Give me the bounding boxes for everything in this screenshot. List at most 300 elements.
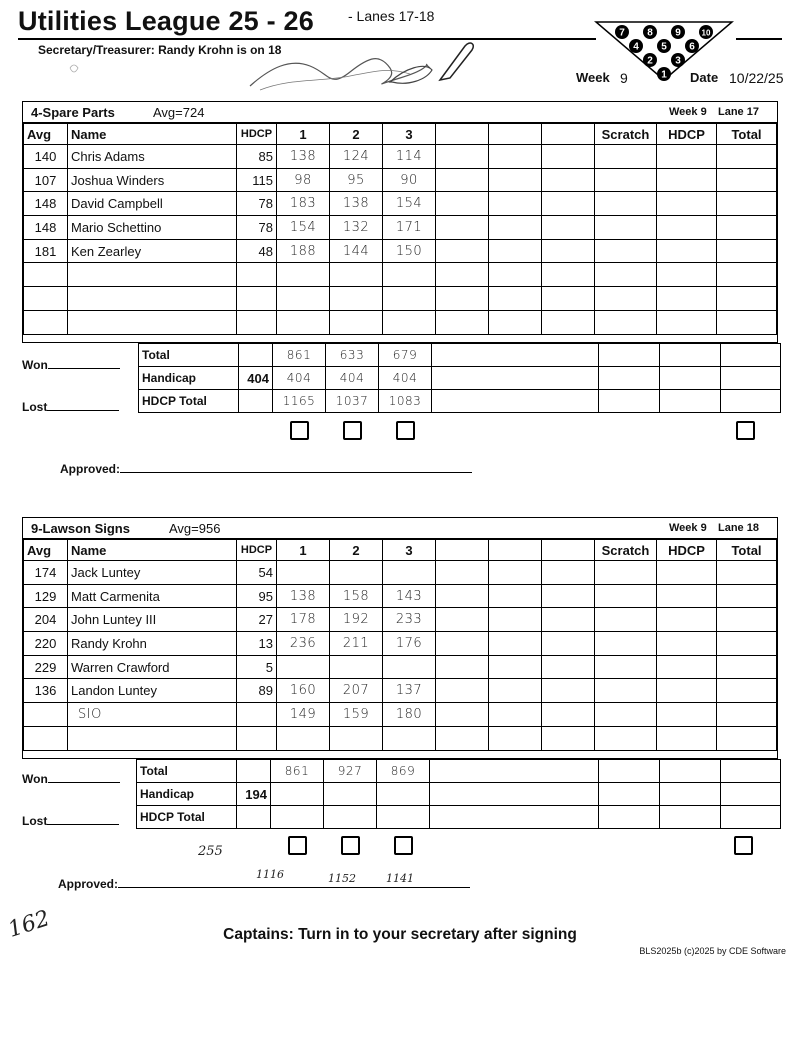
empty-cell[interactable]: [383, 726, 436, 750]
empty-cell[interactable]: [383, 263, 436, 287]
team2-lost-label: [22, 814, 119, 828]
col-total: Total: [717, 124, 777, 145]
bowler-hdcp: 5: [237, 655, 277, 679]
bowler-row: [24, 584, 777, 608]
bowler-name: Randy Krohn: [68, 632, 237, 656]
bowler-g3[interactable]: [383, 561, 436, 585]
empty-cell[interactable]: [237, 287, 277, 311]
empty-cell[interactable]: [717, 703, 777, 727]
bowler-g3[interactable]: 143: [383, 584, 436, 608]
bowler-name: David Campbell: [68, 192, 237, 216]
team2-win-checkbox-g2[interactable]: [341, 836, 360, 855]
won-text: Won: [22, 358, 48, 372]
empty-cell[interactable]: [489, 310, 542, 334]
col-hdcp-total: HDCP: [657, 124, 717, 145]
bowler-avg: 220: [24, 632, 68, 656]
league-title: Utilities League 25 - 26: [18, 6, 314, 36]
approved-text: Approved:: [58, 877, 118, 891]
empty-cell[interactable]: [595, 310, 657, 334]
team1-won-label: [22, 358, 120, 372]
col-game2: 2: [330, 540, 383, 561]
empty-cell[interactable]: [237, 263, 277, 287]
empty-cell[interactable]: [542, 168, 595, 192]
empty-cell[interactable]: [595, 168, 657, 192]
bowler-hdcp: 78: [237, 216, 277, 240]
bowler-name: Joshua Winders: [68, 168, 237, 192]
empty-cell[interactable]: [489, 239, 542, 263]
team2-column-headers: [24, 540, 777, 561]
empty-cell[interactable]: [68, 263, 237, 287]
team1-summary-table: [138, 343, 781, 413]
empty-cell[interactable]: [657, 287, 717, 311]
handicap-label: Handicap: [139, 367, 239, 390]
empty-cell[interactable]: [717, 239, 777, 263]
empty-cell[interactable]: [436, 145, 489, 169]
bowler-name: John Luntey III: [68, 608, 237, 632]
empty-cell[interactable]: [542, 192, 595, 216]
bowler-g1[interactable]: 98: [277, 168, 330, 192]
empty-cell[interactable]: [657, 216, 717, 240]
empty-cell[interactable]: [717, 561, 777, 585]
empty-cell[interactable]: [436, 192, 489, 216]
empty-cell[interactable]: [595, 287, 657, 311]
bowler-row: [24, 192, 777, 216]
team1-header: [23, 102, 777, 123]
empty-cell[interactable]: [657, 263, 717, 287]
hdcp-total-blank: [599, 390, 660, 413]
col-name: Name: [68, 540, 237, 561]
team2-win-checkbox-g1[interactable]: [288, 836, 307, 855]
team1-handicap-value: 404: [239, 367, 273, 390]
empty-cell[interactable]: [595, 679, 657, 703]
bowler-avg: 204: [24, 608, 68, 632]
empty-cell[interactable]: [436, 168, 489, 192]
empty-cell[interactable]: [657, 192, 717, 216]
team1-column-headers: [24, 124, 777, 145]
bowler-row: [24, 608, 777, 632]
handicap-blank: [599, 783, 660, 806]
bowler-g1[interactable]: 183: [277, 192, 330, 216]
bowler-hdcp: 78: [237, 192, 277, 216]
week-value: 9: [620, 70, 628, 86]
handicap-blank: [721, 783, 781, 806]
team1-handicap-g3: 404: [379, 367, 432, 390]
hdcp-total-blank: [430, 806, 599, 829]
team1-approved: [60, 460, 472, 476]
col-hdcp: HDCP: [237, 540, 277, 561]
empty-cell[interactable]: [717, 216, 777, 240]
empty-cell[interactable]: [542, 145, 595, 169]
pin-label: 8: [647, 27, 653, 39]
empty-cell[interactable]: [542, 561, 595, 585]
bowler-avg: 148: [24, 216, 68, 240]
bowler-g3[interactable]: 137: [383, 679, 436, 703]
empty-cell[interactable]: [542, 287, 595, 311]
bowler-g3[interactable]: 90: [383, 168, 436, 192]
bowler-g2[interactable]: 138: [330, 192, 383, 216]
empty-cell[interactable]: [595, 192, 657, 216]
bowler-g2[interactable]: [330, 655, 383, 679]
bowler-row: [24, 145, 777, 169]
bowler-g1[interactable]: [277, 561, 330, 585]
empty-cell[interactable]: [657, 561, 717, 585]
lost-line: [47, 814, 119, 825]
empty-cell[interactable]: [330, 726, 383, 750]
empty-cell[interactable]: [542, 703, 595, 727]
empty-cell[interactable]: [330, 310, 383, 334]
team2-win-checkbox-total[interactable]: [734, 836, 753, 855]
approved-line[interactable]: [120, 460, 472, 473]
team1-avg: Avg=724: [153, 105, 205, 120]
empty-cell[interactable]: [657, 703, 717, 727]
empty-cell[interactable]: [489, 216, 542, 240]
empty-cell[interactable]: [542, 263, 595, 287]
empty-cell[interactable]: [277, 263, 330, 287]
empty-cell[interactable]: [237, 726, 277, 750]
total-blank: [721, 344, 781, 367]
empty-cell[interactable]: [717, 608, 777, 632]
handicap-blank: [271, 783, 324, 806]
col-avg: Avg: [24, 540, 68, 561]
empty-cell[interactable]: [68, 310, 237, 334]
empty-cell[interactable]: [542, 216, 595, 240]
team1-total-g3: 679: [379, 344, 432, 367]
bowler-g1[interactable]: 188: [277, 239, 330, 263]
empty-cell[interactable]: [717, 310, 777, 334]
col-blank: [436, 124, 489, 145]
empty-cell[interactable]: [595, 561, 657, 585]
col-game3: 3: [383, 124, 436, 145]
bowler-name: Mario Schettino: [68, 216, 237, 240]
bowler-g3[interactable]: 176: [383, 632, 436, 656]
bowler-avg: 229: [24, 655, 68, 679]
empty-cell[interactable]: [657, 726, 717, 750]
bowler-hdcp: 89: [237, 679, 277, 703]
empty-cell[interactable]: [436, 287, 489, 311]
empty-cell[interactable]: [657, 655, 717, 679]
team1-win-checkbox-total[interactable]: [736, 421, 755, 440]
col-avg: Avg: [24, 124, 68, 145]
lost-line: [47, 400, 119, 411]
team1-win-checkbox-g1[interactable]: [290, 421, 309, 440]
lost-text: Lost: [22, 814, 48, 828]
pin-label: 7: [619, 27, 625, 39]
team1-card: [22, 101, 778, 343]
empty-cell[interactable]: [542, 608, 595, 632]
won-text: Won: [22, 772, 48, 786]
approved-note-1: 1116: [256, 868, 284, 881]
hdcp-total-blank: [721, 390, 781, 413]
date-value: 10/22/25: [729, 70, 784, 86]
empty-cell[interactable]: [489, 703, 542, 727]
team2-win-checkbox-g3[interactable]: [394, 836, 413, 855]
empty-cell[interactable]: [657, 584, 717, 608]
total-blank: [721, 760, 781, 783]
total-blank: [599, 760, 660, 783]
team2-total-g2: 927: [324, 760, 377, 783]
empty-cell[interactable]: [489, 632, 542, 656]
approved-line[interactable]: [118, 875, 470, 888]
empty-cell[interactable]: [717, 263, 777, 287]
bowler-g3[interactable]: 171: [383, 216, 436, 240]
hdcp-total-blank: [660, 806, 721, 829]
empty-cell[interactable]: [717, 679, 777, 703]
bowler-g1[interactable]: 138: [277, 584, 330, 608]
pin-label: 9: [675, 27, 681, 39]
bowler-g1[interactable]: 236: [277, 632, 330, 656]
team1-hdcp-total-g2: 1037: [326, 390, 379, 413]
bowler-hdcp: 13: [237, 632, 277, 656]
bowler-g2[interactable]: 159: [330, 703, 383, 727]
empty-cell[interactable]: [542, 239, 595, 263]
team1-score-table: [23, 123, 777, 335]
empty-cell[interactable]: [595, 584, 657, 608]
handwritten-hdcp-note: 255: [198, 844, 223, 859]
empty-cell[interactable]: [277, 310, 330, 334]
bowler-g2[interactable]: 158: [330, 584, 383, 608]
total-label: Total: [139, 344, 239, 367]
empty-cell[interactable]: [657, 310, 717, 334]
bowler-g3[interactable]: 150: [383, 239, 436, 263]
pin-label: 10: [701, 28, 711, 38]
bowler-g2[interactable]: 211: [330, 632, 383, 656]
handicap-blank: [432, 367, 599, 390]
bowler-g1[interactable]: [277, 655, 330, 679]
team1-lost-label: [22, 400, 119, 414]
bowler-name: SIO: [68, 703, 237, 727]
team2-name: 9-Lawson Signs: [31, 521, 130, 536]
team1-name: 4-Spare Parts: [31, 105, 115, 120]
empty-cell[interactable]: [489, 145, 542, 169]
empty-cell[interactable]: [717, 145, 777, 169]
bowler-avg: 181: [24, 239, 68, 263]
empty-cell[interactable]: [383, 287, 436, 311]
lanes-label: - Lanes 17-18: [348, 8, 435, 24]
empty-cell[interactable]: [330, 263, 383, 287]
empty-cell[interactable]: [436, 263, 489, 287]
team1-total-g2: 633: [326, 344, 379, 367]
empty-cell[interactable]: [595, 632, 657, 656]
total-blank: [430, 760, 599, 783]
bowler-g1[interactable]: 178: [277, 608, 330, 632]
empty-cell[interactable]: [436, 608, 489, 632]
empty-cell[interactable]: [542, 584, 595, 608]
bowler-hdcp: [237, 703, 277, 727]
bowler-g3[interactable]: 180: [383, 703, 436, 727]
bowler-row: [24, 632, 777, 656]
team2-lane: Lane 18: [718, 522, 759, 534]
bowler-g1[interactable]: 154: [277, 216, 330, 240]
bowler-name: Warren Crawford: [68, 655, 237, 679]
empty-cell[interactable]: [595, 216, 657, 240]
signature-scribble: [60, 38, 480, 102]
col-scratch: Scratch: [595, 124, 657, 145]
empty-cell[interactable]: [595, 703, 657, 727]
empty-cell[interactable]: [24, 726, 68, 750]
bowler-hdcp: 48: [237, 239, 277, 263]
empty-cell[interactable]: [489, 726, 542, 750]
handwritten-margin-note: 162: [5, 906, 53, 943]
pin-label: 5: [661, 41, 667, 53]
empty-cell[interactable]: [717, 287, 777, 311]
empty-cell[interactable]: [717, 168, 777, 192]
bowler-g2[interactable]: 144: [330, 239, 383, 263]
empty-cell[interactable]: [436, 655, 489, 679]
bowler-g3[interactable]: 233: [383, 608, 436, 632]
hdcp-total-blank: [271, 806, 324, 829]
bowler-g2[interactable]: 95: [330, 168, 383, 192]
col-name: Name: [68, 124, 237, 145]
bowler-g2[interactable]: 124: [330, 145, 383, 169]
empty-cell[interactable]: [489, 561, 542, 585]
hdcp-total-label: HDCP Total: [139, 390, 239, 413]
empty-cell[interactable]: [657, 632, 717, 656]
empty-cell[interactable]: [436, 679, 489, 703]
bowler-name: Ken Zearley: [68, 239, 237, 263]
empty-cell[interactable]: [489, 263, 542, 287]
total-hdcp-cell: [239, 344, 273, 367]
empty-cell[interactable]: [717, 726, 777, 750]
empty-cell[interactable]: [436, 310, 489, 334]
empty-cell[interactable]: [489, 679, 542, 703]
empty-cell[interactable]: [24, 310, 68, 334]
bowler-row: [24, 168, 777, 192]
empty-cell[interactable]: [436, 561, 489, 585]
empty-cell[interactable]: [489, 608, 542, 632]
col-blank: [489, 124, 542, 145]
empty-cell[interactable]: [595, 608, 657, 632]
bowler-g2[interactable]: 132: [330, 216, 383, 240]
hdcp-total-blank: [599, 806, 660, 829]
bowler-avg: 107: [24, 168, 68, 192]
bowler-row: [24, 703, 777, 727]
empty-cell[interactable]: [436, 216, 489, 240]
team1-lane: Lane 17: [718, 106, 759, 118]
team2-score-table: [23, 539, 777, 751]
total-blank: [599, 344, 660, 367]
bowler-row: [24, 287, 777, 311]
empty-cell[interactable]: [657, 679, 717, 703]
bowler-avg: 136: [24, 679, 68, 703]
empty-cell[interactable]: [657, 168, 717, 192]
empty-cell[interactable]: [595, 145, 657, 169]
bowler-g3[interactable]: 114: [383, 145, 436, 169]
bowler-hdcp: 95: [237, 584, 277, 608]
total-blank: [660, 760, 721, 783]
bowler-g2[interactable]: 192: [330, 608, 383, 632]
team2-avg: Avg=956: [169, 521, 221, 536]
lost-text: Lost: [22, 400, 48, 414]
empty-cell[interactable]: [24, 263, 68, 287]
empty-cell[interactable]: [717, 655, 777, 679]
bowler-row: [24, 655, 777, 679]
hdcp-total-blank: [721, 806, 781, 829]
bowler-name: Chris Adams: [68, 145, 237, 169]
hdcp-total-label: HDCP Total: [137, 806, 237, 829]
bowler-g3[interactable]: 154: [383, 192, 436, 216]
team1-win-checkbox-g2[interactable]: [343, 421, 362, 440]
title-underline-right: [736, 38, 782, 40]
team2-summary-table: [136, 759, 781, 829]
approved-note-3: 1141: [386, 872, 414, 885]
empty-cell[interactable]: [436, 584, 489, 608]
empty-cell[interactable]: [489, 584, 542, 608]
empty-cell[interactable]: [657, 239, 717, 263]
bowler-name: Matt Carmenita: [68, 584, 237, 608]
empty-cell[interactable]: [595, 726, 657, 750]
pin-label: 1: [661, 69, 667, 81]
empty-cell[interactable]: [277, 287, 330, 311]
bowler-g1[interactable]: 138: [277, 145, 330, 169]
empty-cell[interactable]: [436, 632, 489, 656]
bowler-row: [24, 239, 777, 263]
empty-cell[interactable]: [717, 192, 777, 216]
empty-cell[interactable]: [542, 655, 595, 679]
bowler-g2[interactable]: [330, 561, 383, 585]
empty-cell[interactable]: [717, 584, 777, 608]
empty-cell[interactable]: [330, 287, 383, 311]
date-label: Date: [690, 70, 719, 85]
total-blank: [432, 344, 599, 367]
bowler-g3[interactable]: [383, 655, 436, 679]
empty-cell[interactable]: [542, 310, 595, 334]
week-label: Week: [576, 70, 610, 85]
empty-cell[interactable]: [436, 703, 489, 727]
team2-won-label: [22, 772, 120, 786]
empty-cell[interactable]: [383, 310, 436, 334]
empty-cell[interactable]: [595, 263, 657, 287]
empty-cell[interactable]: [595, 655, 657, 679]
col-hdcp-total: HDCP: [657, 540, 717, 561]
pin-label: 4: [633, 41, 639, 53]
bowler-row: [24, 310, 777, 334]
empty-cell[interactable]: [542, 726, 595, 750]
col-game3: 3: [383, 540, 436, 561]
empty-cell[interactable]: [237, 310, 277, 334]
bowler-hdcp: 27: [237, 608, 277, 632]
bowler-g1[interactable]: 160: [277, 679, 330, 703]
bowler-avg: 148: [24, 192, 68, 216]
team2-total-g3: 869: [377, 760, 430, 783]
bowler-g1[interactable]: 149: [277, 703, 330, 727]
empty-cell[interactable]: [542, 679, 595, 703]
empty-cell[interactable]: [542, 632, 595, 656]
handicap-blank: [721, 367, 781, 390]
empty-cell[interactable]: [489, 287, 542, 311]
empty-cell[interactable]: [489, 168, 542, 192]
empty-cell[interactable]: [657, 145, 717, 169]
empty-cell[interactable]: [657, 608, 717, 632]
empty-cell[interactable]: [489, 655, 542, 679]
empty-cell[interactable]: [717, 632, 777, 656]
team2-week: Week 9: [669, 522, 707, 534]
empty-cell[interactable]: [489, 192, 542, 216]
empty-cell[interactable]: [68, 726, 237, 750]
team2-card: [22, 517, 778, 759]
handicap-blank: [599, 367, 660, 390]
empty-cell[interactable]: [24, 287, 68, 311]
empty-cell[interactable]: [595, 239, 657, 263]
bowler-row: [24, 726, 777, 750]
empty-cell[interactable]: [436, 239, 489, 263]
empty-cell[interactable]: [436, 726, 489, 750]
bowler-row: [24, 561, 777, 585]
bowler-name: Landon Luntey: [68, 679, 237, 703]
empty-cell[interactable]: [277, 726, 330, 750]
bowler-g2[interactable]: 207: [330, 679, 383, 703]
empty-cell[interactable]: [68, 287, 237, 311]
team1-win-checkbox-g3[interactable]: [396, 421, 415, 440]
